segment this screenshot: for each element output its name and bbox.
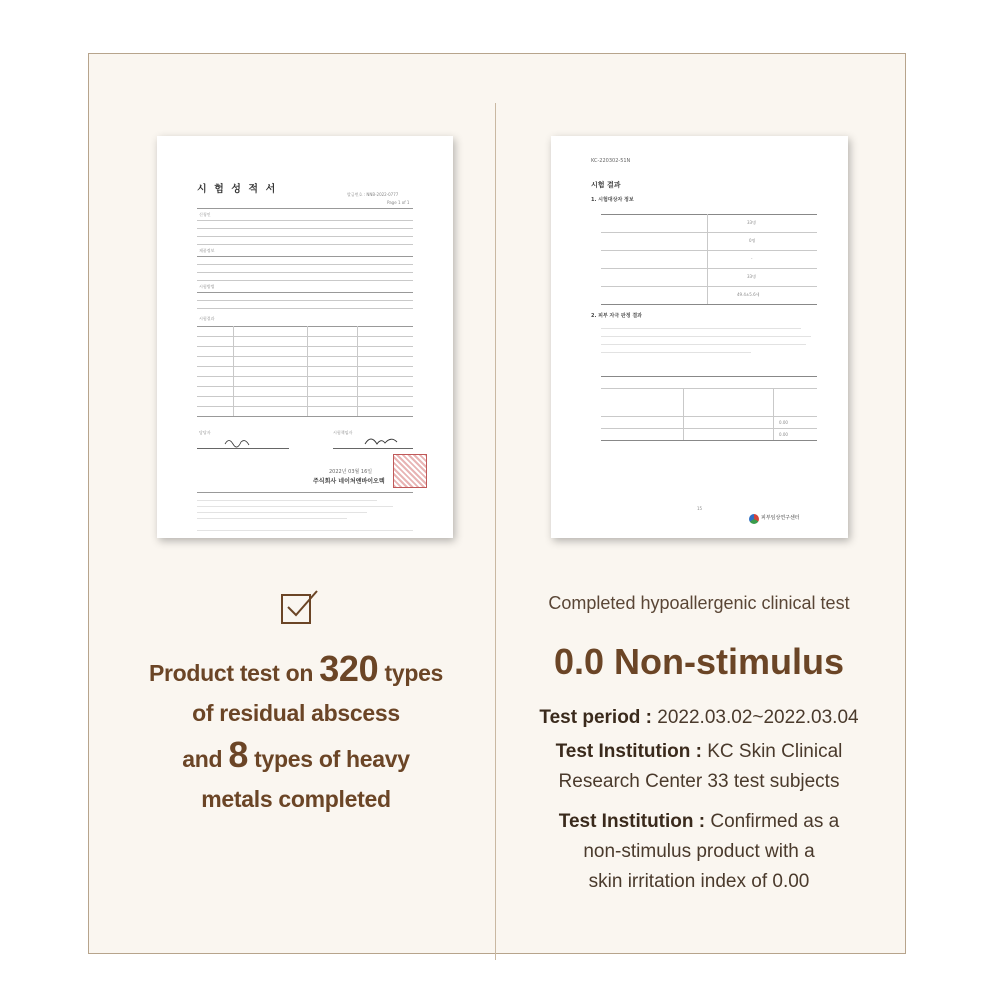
metals-count-8: 8 bbox=[228, 734, 249, 775]
center-logo-icon bbox=[749, 514, 759, 524]
clinical-test-subtitle: Completed hypoallergenic clinical test bbox=[548, 593, 850, 613]
document-company: 주식회사 네이처앤바이오텍 bbox=[313, 478, 385, 485]
document-section-2: 2. 피부 자극 판정 결과 bbox=[591, 313, 642, 319]
clinical-result-document: KC-220302-51N 시험 결과 1. 시험대상자 정보 33명 0명 - 33명 49.4±5.6세 2. 피부 자극 판정 결과 0.00 0.00 15 피부임상연구센터 bbox=[551, 136, 848, 538]
document-center-name: 피부임상연구센터 bbox=[761, 515, 800, 521]
headline-line-4: metals completed bbox=[201, 786, 391, 812]
test-institution-2: Test Institution : Confirmed as a non-stimulus product with a skin irritation index of 0.00 bbox=[558, 811, 840, 892]
non-stimulus-headline: 0.0 Non-stimulus bbox=[553, 641, 845, 682]
checkbox-check-icon bbox=[281, 589, 319, 625]
document-code: KC-220302-51N bbox=[591, 158, 631, 164]
test-period: Test period : 2022.03.02~2022.03.04 bbox=[539, 707, 859, 728]
types-count-320: 320 bbox=[319, 648, 379, 689]
document-title: 시 험 성 적 서 bbox=[197, 184, 278, 195]
headline-line-3: and 8 types of heavy bbox=[182, 734, 410, 775]
document-heading: 시험 결과 bbox=[591, 181, 621, 189]
official-seal-stamp bbox=[393, 454, 427, 488]
test-institution-1: Test Institution : KC Skin Clinical Research Center 33 test subjects bbox=[555, 741, 843, 792]
headline-line-2: of residual abscess bbox=[192, 700, 400, 726]
document-page-number: 15 bbox=[697, 506, 703, 511]
test-report-document: 시 험 성 적 서 발급번호 : NNB-2022-0777 Page 1 of 1 신청인 제품정보 시험방법 시험결과 담당자 시험책임자 2022년 03월 16일 주식회사 네이처앤바이오텍 bbox=[157, 136, 453, 538]
document-section-1: 1. 시험대상자 정보 bbox=[591, 197, 634, 203]
column-divider bbox=[495, 103, 496, 960]
headline-line-1: Product test on 320 types bbox=[148, 648, 444, 689]
